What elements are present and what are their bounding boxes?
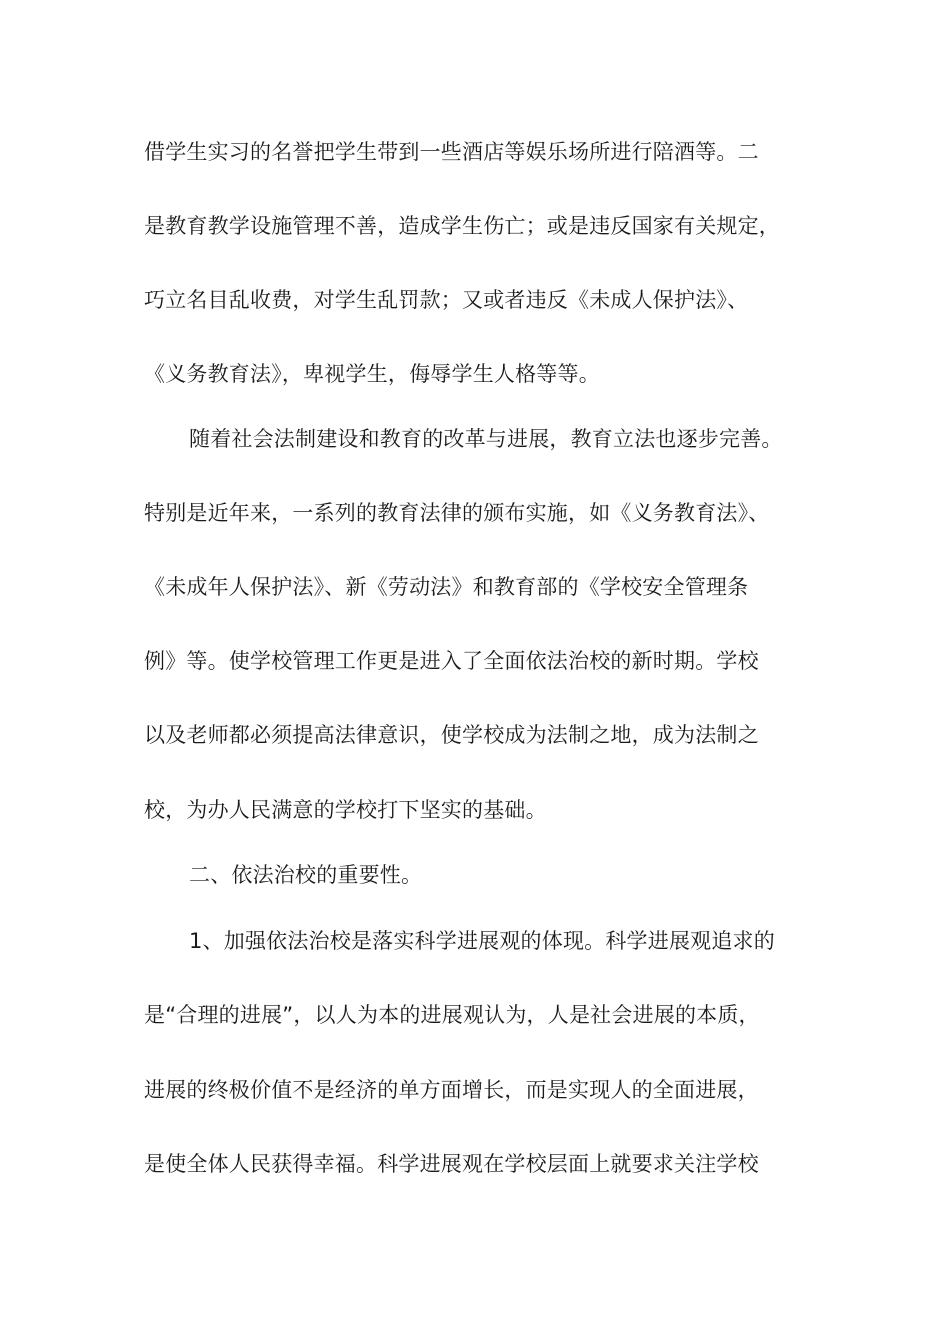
- text-line: 是教育教学设施管理不善，造成学生伤亡；或是违反国家有关规定，: [144, 214, 780, 238]
- paragraph-first-line: 随着社会法制建设和教育的改革与进展，教育立法也逐步完善。: [189, 427, 783, 451]
- text-line: 特别是近年来，一系列的教育法律的颁布实施，如《义务教育法》、: [144, 501, 770, 525]
- text-line: 是“合理的进展”，以人为本的进展观认为，人是社会进展的本质，: [144, 1003, 760, 1027]
- text-line: 例》等。使学校管理工作更是进入了全面依法治校的新时期。学校: [144, 649, 759, 673]
- text-line: 《未成年人保护法》、新《劳动法》和教育部的《学校安全管理条: [144, 575, 749, 599]
- text-line: 《义务教育法》，卑视学生，侮辱学生人格等等。: [144, 362, 600, 386]
- text-line: 是使全体人民获得幸福。科学进展观在学校层面上就要求关注学校: [144, 1152, 759, 1176]
- text-line: 校，为办人民满意的学校打下坚实的基础。: [144, 798, 547, 822]
- text-line: 巧立名目乱收费，对学生乱罚款；又或者违反《未成人保护法》、: [144, 288, 749, 312]
- text-line: 借学生实习的名誉把学生带到一些酒店等娱乐场所进行陪酒等。二: [144, 140, 759, 164]
- paragraph-first-line: 1、加强依法治校是落实科学进展观的体现。科学进展观追求的: [189, 929, 775, 953]
- text-line: 进展的终极价值不是经济的单方面增长，而是实现人的全面进展，: [144, 1078, 759, 1102]
- section-heading: 二、依法治校的重要性。: [189, 863, 423, 887]
- text-line: 以及老师都必须提高法律意识，使学校成为法制之地，成为法制之: [144, 723, 759, 747]
